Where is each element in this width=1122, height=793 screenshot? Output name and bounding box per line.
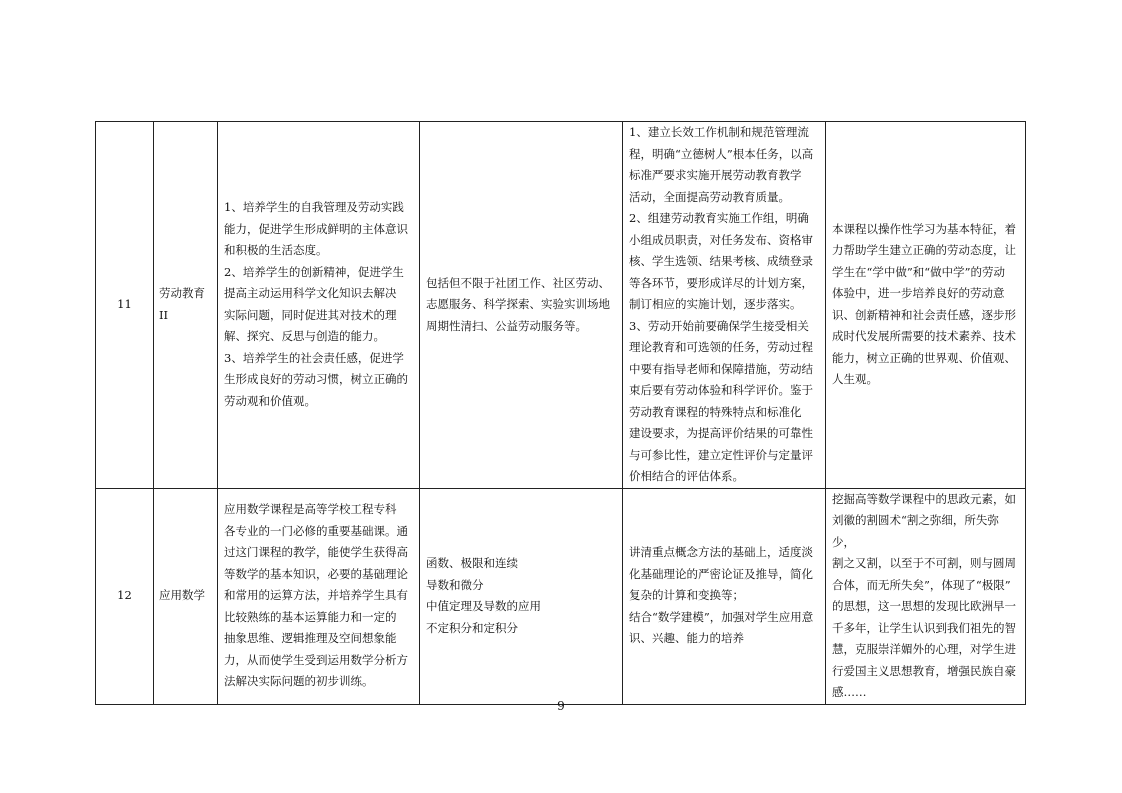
table-row <box>96 488 1026 704</box>
ideological-elements: 本课程以操作性学习为基本特征，着 力帮助学生建立正确的劳动态度，让 学生在“学中做”和“做中学”的劳动 体验中，进一步培养良好的劳动意 识、创新精神和社会责任感，逐步形 成时代发展所需要的技术素养、技术 能力，树立正确的世界观、价值观、 人生观。 <box>826 122 1026 489</box>
course-name: 劳动教育 II <box>154 122 218 489</box>
teaching-requirements: 讲清重点概念方法的基础上，适度淡 化基础理论的严密论证及推导，简化 复杂的计算和变换等； 结合“数学建模”，加强对学生应用意 识、兴趣、能力的培养 <box>623 488 826 704</box>
row-number: 11 <box>96 122 154 489</box>
ideological-elements: 挖掘高等数学课程中的思政元素，如 刘徽的割圆术“割之弥细，所失弥少， 割之又割，以至于不可割，则与圆周 合体，而无所失矣”，体现了“极限” 的思想，这一思想的发现比欧洲早一 千多年，让学生认识到我们祖先的智 慧，克服崇洋媚外的心理，对学生进 行爱国主义思想教育，增强民族自豪 感…… <box>826 488 1026 704</box>
curriculum-table <box>95 121 1026 705</box>
page-number: 9 <box>557 699 565 713</box>
course-content: 函数、极限和连续 导数和微分 中值定理及导数的应用 不定积分和定积分 <box>420 488 623 704</box>
course-content: 包括但不限于社团工作、社区劳动、 志愿服务、科学探索、实验实训场地 周期性清扫、公益劳动服务等。 <box>420 122 623 489</box>
row-number: 12 <box>96 488 154 704</box>
teaching-requirements: 1、建立长效工作机制和规范管理流 程，明确“立德树人”根本任务，以高 标准严要求实施开展劳动教育教学 活动，全面提高劳动教育质量。 2、组建劳动教育实施工作组，明确 小组成员职责，对任务发布、资格审 核、学生选领、结果考核、成绩登录 等各环节，要形成详尽的计划方案， 制订相应的实施计划，逐步落实。 3、劳动开始前要确保学生接受相关 理论教育和可选领的任务，劳动过程 中要有指导老师和保障措施，劳动结 束后要有劳动体验和科学评价。鉴于 劳动教育课程的特殊特点和标准化 建设要求，为提高评价结果的可靠性 与可参比性，建立定性评价与定量评 价相结合的评估体系。 <box>623 122 826 489</box>
course-name: 应用数学 <box>154 488 218 704</box>
table-row <box>96 122 1026 489</box>
course-objectives: 应用数学课程是高等学校工程专科 各专业的一门必修的重要基础课。通 过这门课程的教学，能使学生获得高 等数学的基本知识，必要的基础理论 和常用的运算方法，并培养学生具有 比较熟练的基本运算能力和一定的 抽象思维、逻辑推理及空间想象能 力，从而使学生受到运用数学分析方 法解决实际问题的初步训练。 <box>218 488 420 704</box>
course-objectives: 1、培养学生的自我管理及劳动实践 能力，促进学生形成鲜明的主体意识 和积极的生活态度。 2、培养学生的创新精神，促进学生 提高主动运用科学文化知识去解决 实际问题，同时促进其对技术的理 解、探究、反思与创造的能力。 3、培养学生的社会责任感，促进学 生形成良好的劳动习惯，树立正确的 劳动观和价值观。 <box>218 122 420 489</box>
